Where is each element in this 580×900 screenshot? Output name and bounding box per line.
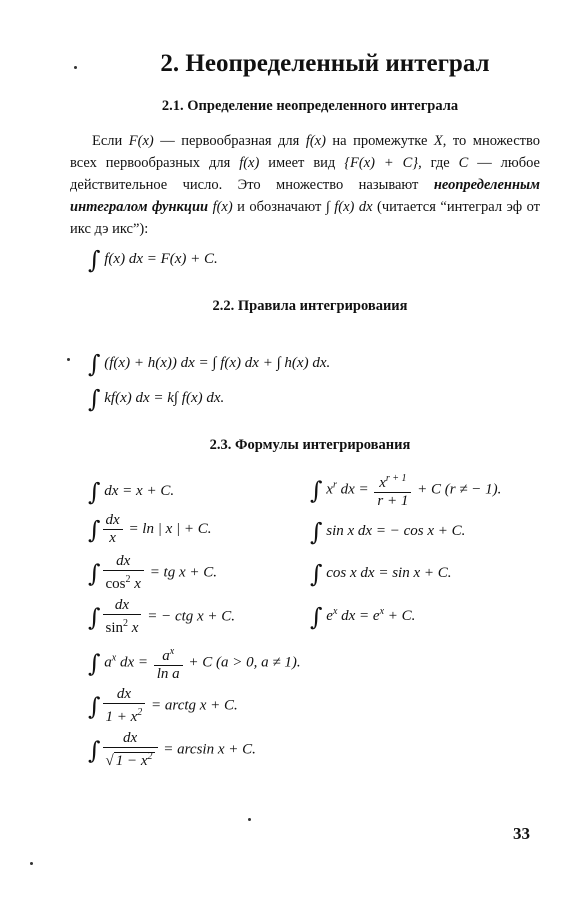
formula-sin: ∫ sin x dx = − cos x + C. [310,518,466,546]
section-2-1-title: 2.1. Определение неопределенного интеграла [161,98,459,114]
formula-arctg: ∫ $\frac{dx}{1 + x^2}$ = arctg x + C. [88,686,238,725]
formula-exp-e: ∫ $e^x$ dx = $e^x + C$. [310,603,416,631]
formula-exp-a: ∫ $a^x$ dx = $\frac{a^x}{\text{ln a}}$ + C (a > 0, a ≠ 1). [88,643,301,683]
formula-tg: ∫ $\frac{dx}{\cos^2 x}$ = tg x + C. [88,553,218,592]
scan-speck [30,862,33,865]
rule-constant: ∫ kf(x) dx = k∫ f(x) dx. [88,385,225,413]
formula-dx: ∫ dx = x + C. [88,478,175,506]
section-2-2-title: 2.2. Правила интегрироваиия [212,298,408,314]
section-2-3-title: 2.3. Формулы интегрирования [209,437,411,453]
formula-cos: ∫ cos x dx = sin x + C. [310,560,452,588]
chapter-title: 2. Неопределенный интеграл [160,50,490,77]
definition-paragraph: Если F(x) — первообразная для f(x) на промежутке X, то множество всех первообразных для f(x) имеет вид {F(x) + C}, где C — любое действительное число. Это множество называют неопределенным интегралом функции f(x) и обозначают ∫ f(x) dx (читается “интеграл эф от икс дэ икс”): [70,133,540,237]
scan-speck [248,818,251,821]
page-number: 33 [513,824,530,843]
scan-speck [67,358,70,361]
definition-formula: ∫ f(x) dx = F(x) + C. [88,246,218,274]
formula-power: ∫ $x^r$ dx = $\frac{x^{r + 1}}{r + 1}$ + C (r ≠ − 1). [310,470,501,510]
rule-sum: ∫ (f(x) + h(x)) dx = ∫ f(x) dx + ∫ h(x) dx. [88,350,331,378]
formula-ln: ∫ $\frac{dx}{x}$ = ln | x | + C. [88,512,212,546]
defined-term: неопределенным интегралом функции [70,177,540,215]
formula-arcsin: ∫ $\frac{dx}{√ 1 - x^2}$ = arcsin x + C. [88,730,256,769]
scan-speck [74,66,77,69]
formula-ctg: ∫ $\frac{dx}{\sin^2 x}$ = − ctg x + C. [88,597,236,636]
